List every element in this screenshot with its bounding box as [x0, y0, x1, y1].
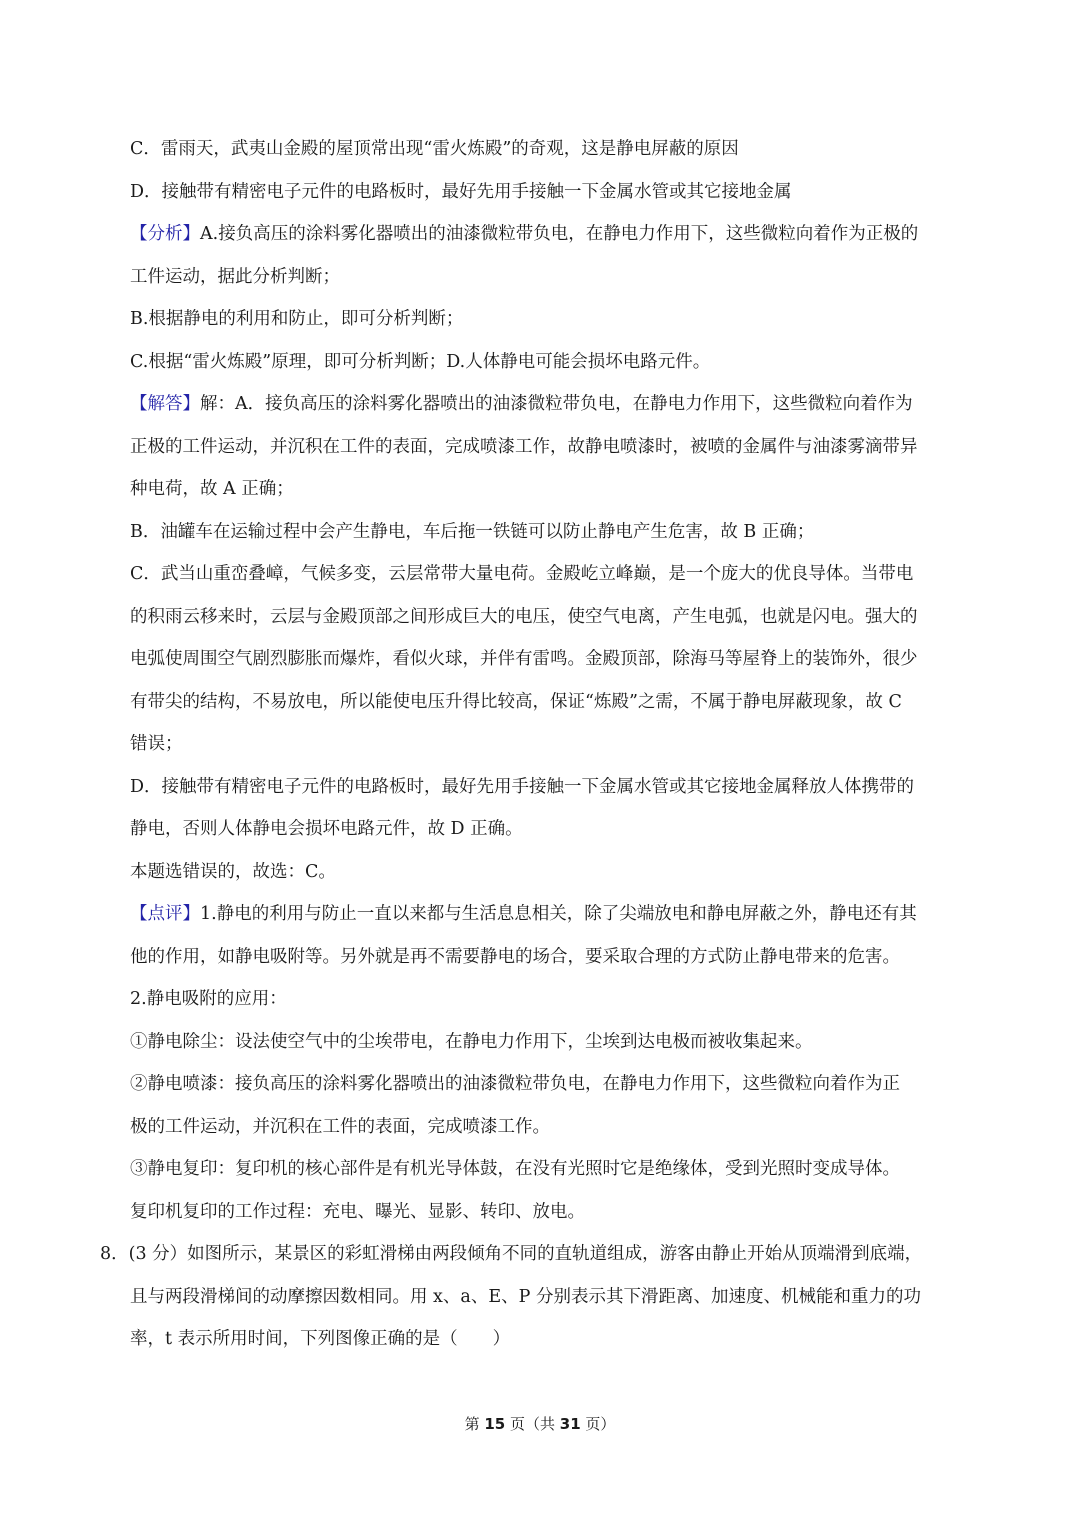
answer-line: 电弧使周围空气剧烈膨胀而爆炸，看似火球，并伴有雷鸣。金殿顶部，除海马等屋脊上的装饰外，很少: [130, 649, 918, 669]
comment-line: 复印机复印的工作过程：充电、曝光、显影、转印、放电。: [130, 1201, 585, 1222]
answer-line: 有带尖的结构，不易放电，所以能使电压升得比较高，保证“炼殿”之需，不属于静电屏蔽现象，故 C: [130, 691, 902, 712]
answer-line: B．油罐车在运输过程中会产生静电，车后拖一铁链可以防止静电产生危害，故 B 正确；: [130, 521, 815, 542]
answer-line: C．武当山重峦叠嶂，气候多变，云层常带大量电荷。金殿屹立峰巅，是一个庞大的优良导体。当带电: [130, 564, 914, 584]
answer-line: 本题选错误的，故选：C。: [130, 861, 336, 882]
analysis-line: 工件运动，据此分析判断；: [130, 266, 340, 287]
q7-option-d: D．接触带有精密电子元件的电路板时，最好先用手接触一下金属水管或其它接地金属: [130, 181, 792, 202]
q7-option-c: C．雷雨天，武夷山金殿的屋顶常出现“雷火炼殿”的奇观，这是静电屏蔽的原因: [130, 139, 739, 159]
comment-line: 2.静电吸附的应用：: [130, 989, 287, 1009]
answer-line: 错误；: [130, 734, 183, 754]
answer-line: [0, 383, 1080, 426]
answer-text: 解：A．接负高压的涂料雾化器喷出的油漆微粒带负电，在静电力作用下，这些微粒向着作为: [200, 394, 913, 414]
analysis-text: A.接负高压的涂料雾化器喷出的油漆微粒带负电，在静电力作用下，这些微粒向着作为正极的: [200, 224, 919, 244]
q8-line: 率，t 表示所用时间，下列图像正确的是（ ）: [130, 1329, 511, 1349]
comment-line: 他的作用，如静电吸附等。另外就是再不需要静电的场合，要采取合理的方式防止静电带来的危害。: [130, 946, 900, 967]
answer-tag: 【解答】: [130, 394, 200, 414]
analysis-line: [0, 213, 1080, 256]
answer-line: 的积雨云移来时，云层与金殿顶部之间形成巨大的电压，使空气电离，产生电弧，也就是闪电。强大的: [130, 606, 918, 627]
comment-line: ③静电复印：复印机的核心部件是有机光导体鼓，在没有光照时它是绝缘体，受到光照时变成导体。: [130, 1159, 900, 1179]
answer-line: 种电荷，故 A 正确；: [130, 479, 294, 499]
footer-page-number: 15: [484, 1415, 506, 1433]
page-footer: [0, 1413, 1080, 1435]
q8-line: 8．(3 分）如图所示，某景区的彩虹滑梯由两段倾角不同的直轨道组成，游客由静止开始从顶端滑到底端，: [100, 1244, 923, 1264]
answer-line: D．接触带有精密电子元件的电路板时，最好先用手接触一下金属水管或其它接地金属释放人体携带的: [130, 776, 915, 797]
analysis-tag: 【分析】: [130, 224, 200, 244]
page-content: [0, 128, 1080, 1361]
comment-line: ②静电喷漆：接负高压的涂料雾化器喷出的油漆微粒带负电，在静电力作用下，这些微粒向着作为正: [130, 1074, 900, 1094]
answer-line: 正极的工件运动，并沉积在工件的表面，完成喷漆工作，故静电喷漆时，被喷的金属件与油漆雾滴带异: [130, 436, 918, 457]
answer-line: 静电，否则人体静电会损坏电路元件，故 D 正确。: [130, 819, 523, 839]
q8-line: 且与两段滑梯间的动摩擦因数相同。用 x、a、E、P 分别表示其下滑距离、加速度、机械能和重力的功: [130, 1286, 921, 1307]
analysis-line: C.根据“雷火炼殿”原理，即可分析判断；D.人体静电可能会损坏电路元件。: [130, 351, 711, 372]
comment-line: 极的工件运动，并沉积在工件的表面，完成喷漆工作。: [130, 1116, 550, 1137]
comment-tag: 【点评】: [130, 904, 200, 924]
comment-text: 1.静电的利用与防止一直以来都与生活息息相关，除了尖端放电和静电屏蔽之外，静电还有其: [200, 904, 917, 924]
comment-line: [0, 893, 1080, 936]
footer-prefix: 第: [464, 1415, 485, 1433]
analysis-line: B.根据静电的利用和防止，即可分析判断；: [130, 309, 464, 329]
comment-line: ①静电除尘：设法使空气中的尘埃带电，在静电力作用下，尘埃到达电极而被收集起来。: [130, 1031, 813, 1052]
footer-total-pages: 31: [559, 1415, 581, 1433]
footer-suffix: 页）: [580, 1415, 616, 1433]
footer-mid: 页（共: [505, 1415, 560, 1433]
